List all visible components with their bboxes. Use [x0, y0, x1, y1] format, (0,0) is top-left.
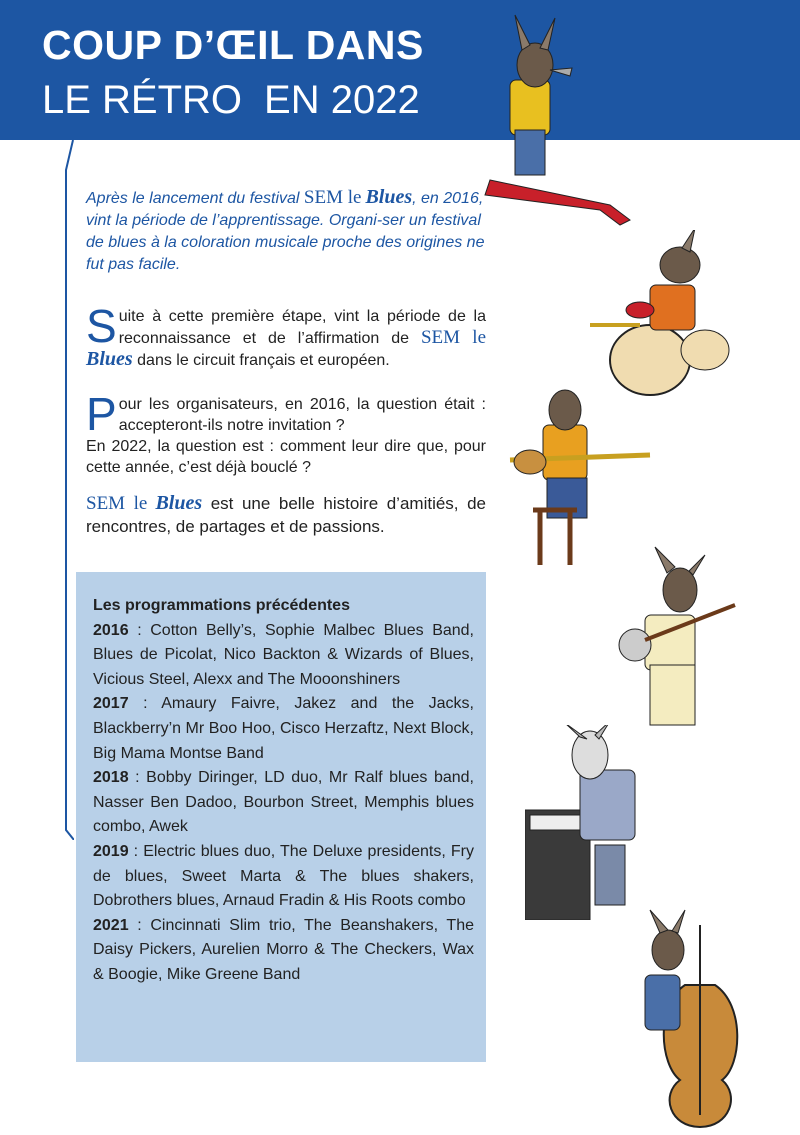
- donkey-drummer-illustration: [580, 230, 760, 400]
- donkey-resonator-guitarist-illustration: [605, 545, 755, 750]
- page-title-line1: COUP D’ŒIL DANS: [42, 22, 424, 68]
- intro-paragraph: [86, 186, 486, 276]
- paragraph-story: SEM le Blues est une belle histoire d’amitiés, de rencontres, de partages et de passions.: [86, 492, 486, 536]
- page-title-retro: LE RÉTRO: [42, 78, 243, 122]
- program-year-2018: 2018 : Bobby Diringer, LD duo, Mr Ralf blues band, Nasser Ben Dadoo, Bourbon Street, Memphis blues combo, Awek: [93, 769, 474, 836]
- donkey-double-bassist-illustration: [630, 905, 750, 1130]
- brand-logo: SEM le Blues: [303, 186, 413, 208]
- donkey-bassist-illustration: [505, 380, 655, 570]
- programmations-title: Les programmations précédentes: [93, 597, 350, 614]
- brand-logo: SEM le Blues: [86, 492, 203, 514]
- paragraph-recognition: Suite à cette première étape, vint la période de la reconnaissance et de l’affirmation de SEM le Blues dans le circuit français et européen.: [86, 300, 487, 370]
- program-year-2016: 2016 : Cotton Belly’s, Sophie Malbec Blues Band, Blues de Picolat, Nico Backton & Wizards of Blues, Vicious Steel, Alexx and The Mooonshiners: [93, 621, 474, 688]
- brand-logo: SEM le Blues: [86, 327, 487, 370]
- paragraph-question: Pour les organisateurs, en 2016, la question était : accepteront-ils notre invitation ? En 2022, la question est : comment leur dire que, pour cette année, c’est déjà bouclé ?: [86, 388, 486, 476]
- intro-text-2: , en 2016, vint la période de l’apprentissage. Organi-ser un festival de blues à la coloration musicale proche des origines ne fut pas facile.: [86, 190, 485, 273]
- decorative-line: [52, 140, 74, 840]
- header-banner: [0, 0, 800, 140]
- intro-text-1: Après le lancement du festival: [86, 190, 300, 207]
- donkey-guitarist-illustration: [460, 10, 640, 230]
- page-title-year: EN 2022: [264, 78, 420, 122]
- programmations-box: [76, 572, 486, 1062]
- program-year-2019: 2019 : Electric blues duo, The Deluxe presidents, Fry de blues, Sweet Marta & The blues shakers, Dobrothers blues, Arnaud Fradin & His Roots combo: [93, 842, 474, 910]
- dropcap-s: S: [86, 300, 117, 352]
- program-year-2021: 2021 : Cincinnati Slim trio, The Beanshakers, The Daisy Pickers, Aurelien Morro & The Checkers, Wax & Boogie, Mike Greene Band: [93, 916, 474, 983]
- donkey-pianist-illustration: [525, 725, 655, 920]
- page-title-line2: [42, 78, 420, 123]
- program-year-2017: 2017 : Amaury Faivre, Jakez and the Jacks, Blackberry’n Mr Boo Hoo, Cisco Herzaftz, Next Block, Big Mama Montse Band: [93, 695, 474, 762]
- dropcap-p: P: [86, 388, 117, 440]
